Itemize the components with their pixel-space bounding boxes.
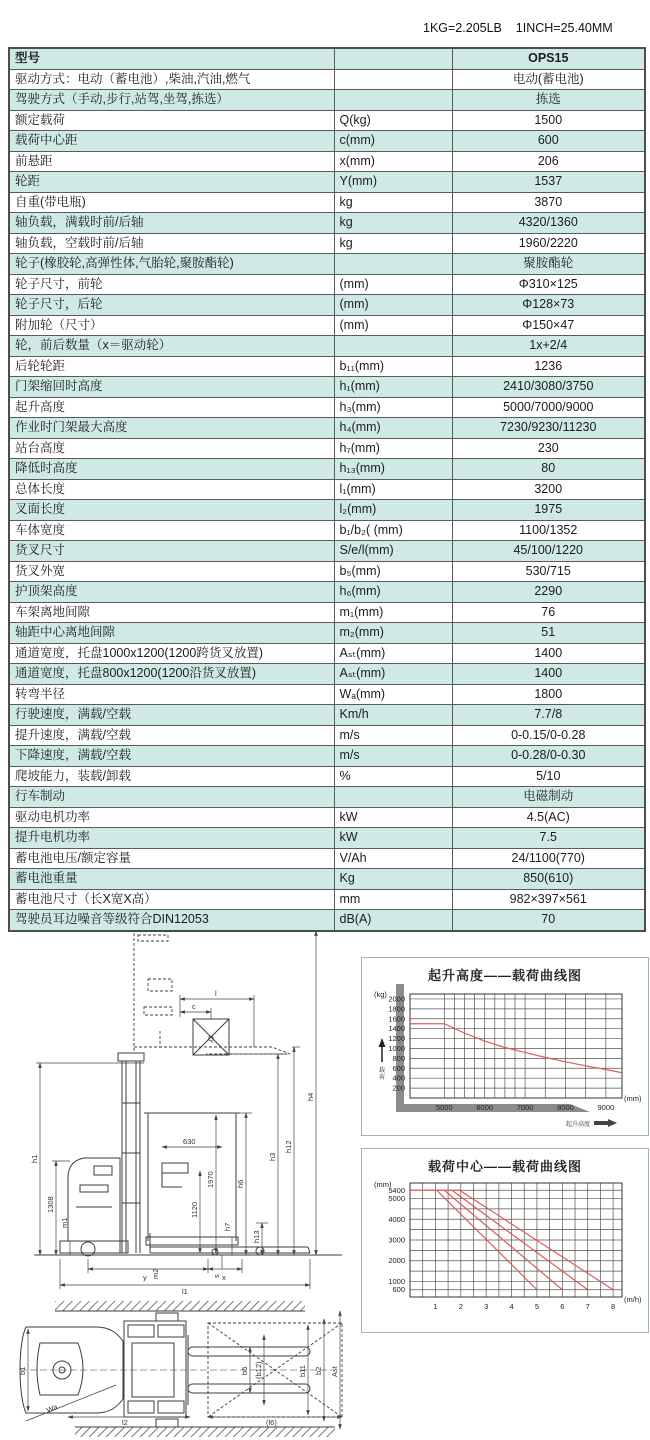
dim-y-label: y [143,1273,147,1282]
dim-h7-label: h7 [223,1222,232,1231]
spec-label: 总体长度 [9,479,334,500]
dimension-lines [36,931,322,1289]
spec-label: 驾驶员耳边噪音等级符合DIN12053 [9,910,334,931]
spec-symbol [334,254,452,275]
svg-text:1400: 1400 [388,1024,405,1034]
spec-value: 70 [452,910,645,931]
model-value: OPS15 [452,48,645,69]
spec-value: 600 [452,131,645,152]
spec-row [9,889,645,910]
spec-value: 1x+2/4 [452,336,645,357]
dim-h3-label: h3 [268,1152,277,1161]
spec-value: 2290 [452,582,645,603]
spec-label: 作业时门架最大高度 [9,418,334,439]
spec-label: 降低时高度 [9,459,334,480]
spec-value: Φ150×47 [452,315,645,336]
spec-row [9,807,645,828]
spec-symbol: Aₛₜ(mm) [334,643,452,664]
svg-text:(mm): (mm) [624,1094,642,1103]
spec-label: 驱动电机功率 [9,807,334,828]
spec-value: 206 [452,151,645,172]
spec-value: 聚胺酯轮 [452,254,645,275]
spec-row [9,110,645,131]
dim-b11-label: b11 [298,1365,307,1377]
spec-row [9,684,645,705]
spec-symbol: (mm) [334,315,452,336]
spec-row [9,254,645,275]
spec-label: 轮子(橡胶轮,高弹性体,气胎轮,聚胺酯轮) [9,254,334,275]
dim-b1-label: b1 [18,1366,27,1375]
spec-row [9,192,645,213]
spec-value: 3870 [452,192,645,213]
spec-label: 通道宽度，托盘1000x1200(1200跨货叉放置) [9,643,334,664]
spec-value: 24/1100(770) [452,848,645,869]
spec-label: 载荷中心距 [9,131,334,152]
spec-value: 1975 [452,500,645,521]
spec-value: Φ128×73 [452,295,645,316]
spec-symbol: kg [334,192,452,213]
spec-value: 0-0.28/0-0.30 [452,746,645,767]
dim-h6-label: h6 [236,1179,245,1188]
spec-row [9,274,645,295]
spec-row [9,69,645,90]
load-center-load-chart [362,1175,646,1331]
spec-symbol [334,69,452,90]
spec-value: 2410/3080/3750 [452,377,645,398]
spec-row [9,172,645,193]
spec-symbol [334,336,452,357]
spec-value: Φ310×125 [452,274,645,295]
spec-value: 0-0.15/0-0.28 [452,725,645,746]
spec-value: 7.7/8 [452,705,645,726]
spec-symbol: (mm) [334,274,452,295]
model-symbol [334,48,452,69]
dim-m1-label: m1 [60,1217,69,1228]
side-view-drawing [10,923,355,1295]
spec-label: 货叉外宽 [9,561,334,582]
spec-symbol: kg [334,233,452,254]
spec-symbol: h₆(mm) [334,582,452,603]
dim-l2-label: l2 [122,1418,128,1427]
spec-row [9,725,645,746]
dim-630-label: 630 [183,1137,196,1146]
svg-text:5400: 5400 [388,1185,405,1195]
dim-1120-label: 1120 [190,1201,199,1218]
spec-row [9,828,645,849]
spec-row [9,397,645,418]
spec-label: 蓄电池重量 [9,869,334,890]
spec-label: 自重(带电瓶) [9,192,334,213]
spec-value: 1236 [452,356,645,377]
spec-symbol: b₁₁(mm) [334,356,452,377]
svg-text:2000: 2000 [388,1256,405,1266]
spec-row [9,541,645,562]
spec-row [9,418,645,439]
spec-symbol: l₂(mm) [334,500,452,521]
spec-label: 轮距 [9,172,334,193]
dim-h12-label: h12 [284,1140,293,1153]
truck-top-body [20,1327,123,1421]
spec-symbol: m/s [334,725,452,746]
chart2-title: 载荷中心——载荷曲线图 [427,1159,582,1174]
spec-value: 530/715 [452,561,645,582]
spec-value: 7.5 [452,828,645,849]
svg-text:5000: 5000 [388,1194,405,1204]
spec-label: 爬坡能力，装载/卸载 [9,766,334,787]
spec-value: 1500 [452,110,645,131]
svg-text:3000: 3000 [388,1235,405,1245]
svg-text:4: 4 [509,1302,514,1311]
spec-symbol: kW [334,828,452,849]
spec-value: 982×397×561 [452,889,645,910]
svg-text:3: 3 [484,1302,489,1311]
lift-height-load-chart [362,984,646,1132]
dim-b2-label: b2 [314,1366,323,1375]
svg-text:载荷: 载荷 [378,1068,386,1081]
spec-label: 起升高度 [9,397,334,418]
svg-text:1000: 1000 [388,1276,405,1286]
spec-symbol: Wₐ(mm) [334,684,452,705]
spec-table [8,47,646,932]
spec-row [9,664,645,685]
spec-row [9,848,645,869]
svg-text:(m/h): (m/h) [624,1295,642,1304]
spec-symbol: h₁₃(mm) [334,459,452,480]
dim-b5-label: b5 [240,1366,249,1375]
svg-text:600: 600 [392,1063,405,1073]
spec-value: 7230/9230/11230 [452,418,645,439]
spec-row [9,459,645,480]
dim-b12-label: (b12) [254,1361,263,1379]
spec-label: 行车制动 [9,787,334,808]
spec-value: 1800 [452,684,645,705]
spec-symbol [334,787,452,808]
svg-text:1000: 1000 [388,1043,405,1053]
spec-symbol: b₅(mm) [334,561,452,582]
spec-label: 轴距中心离地间隙 [9,623,334,644]
svg-text:1600: 1600 [388,1014,405,1024]
spec-symbol: S/e/l(mm) [334,541,452,562]
platform-cage [144,1113,310,1255]
svg-text:6000: 6000 [476,1103,494,1112]
spec-symbol: Km/h [334,705,452,726]
spec-row [9,315,645,336]
spec-symbol: % [334,766,452,787]
spec-value: 51 [452,623,645,644]
spec-symbol [334,90,452,111]
spec-symbol: Aₛₜ(mm) [334,664,452,685]
spec-row [9,746,645,767]
spec-row [9,438,645,459]
spec-row [9,766,645,787]
chart1-title: 起升高度——载荷曲线图 [427,968,582,983]
spec-row [9,705,645,726]
spec-label: 车体宽度 [9,520,334,541]
dim-h4-label: h4 [306,1092,315,1101]
spec-label: 转弯半径 [9,684,334,705]
spec-label: 驱动方式：电动（蓄电池）,柴油,汽油,燃气 [9,69,334,90]
spec-symbol: m₁(mm) [334,602,452,623]
dim-ast-label: Ast [330,1366,339,1377]
spec-label: 轮子尺寸，前轮 [9,274,334,295]
spec-label: 行驶速度，满载/空载 [9,705,334,726]
spec-symbol: h₇(mm) [334,438,452,459]
spec-value: 45/100/1220 [452,541,645,562]
spec-value: 1400 [452,664,645,685]
svg-text:800: 800 [392,1053,405,1063]
spec-row [9,520,645,541]
lift-height-load-chart-box [361,957,649,1136]
spec-symbol: h₃(mm) [334,397,452,418]
spec-row [9,787,645,808]
spec-row [9,151,645,172]
dim-x-label: x [222,1273,226,1282]
svg-text:1200: 1200 [388,1034,405,1044]
spec-label: 护顶架高度 [9,582,334,603]
spec-row [9,643,645,664]
spec-value: 4.5(AC) [452,807,645,828]
svg-text:6: 6 [560,1302,565,1311]
svg-text:(mm): (mm) [374,1180,392,1189]
spec-row [9,479,645,500]
svg-text:7000: 7000 [516,1103,534,1112]
spec-symbol: x(mm) [334,151,452,172]
spec-value: 1960/2220 [452,233,645,254]
spec-label: 驾驶方式（手动,步行,站驾,坐驾,拣选） [9,90,334,111]
spec-table-body [9,69,645,931]
spec-value: 1100/1352 [452,520,645,541]
spec-value: 4320/1360 [452,213,645,234]
spec-symbol: b₁/b₂( (mm) [334,520,452,541]
dim-1970-label: 1970 [206,1171,215,1188]
svg-text:起升高度: 起升高度 [566,1122,591,1128]
svg-text:1: 1 [433,1302,438,1311]
spec-label: 蓄电池电压/额定容量 [9,848,334,869]
spec-label: 轴负载，满载时前/后轴 [9,213,334,234]
dim-l6-label: (l6) [266,1418,277,1427]
unit-conversion-note: 1KG=2.205LB 1INCH=25.40MM [423,21,613,35]
dim-wa-label: Wa [45,1402,59,1415]
spec-value: 拣选 [452,90,645,111]
svg-text:(kg): (kg) [374,990,387,999]
svg-text:8: 8 [611,1302,616,1311]
spec-symbol: dB(A) [334,910,452,931]
spec-row [9,623,645,644]
spec-row [9,377,645,398]
spec-row [9,356,645,377]
spec-value: 80 [452,459,645,480]
dim-1308-label: 1308 [46,1196,55,1213]
dimension-labels [30,1093,315,1295]
spec-label: 下降速度，满载/空载 [9,746,334,767]
spec-label: 轮，前后数量（x＝驱动轮） [9,336,334,357]
dim-h1-label: h1 [30,1154,39,1163]
svg-text:600: 600 [392,1285,405,1295]
model-label: 型号 [9,48,334,69]
spec-label: 货叉尺寸 [9,541,334,562]
spec-row [9,213,645,234]
load-center-load-chart-box [361,1148,649,1333]
svg-text:4000: 4000 [388,1214,405,1224]
spec-label: 额定载荷 [9,110,334,131]
dim-s-label: s [212,1274,221,1278]
spec-label: 后轮轮距 [9,356,334,377]
spec-symbol: h₄(mm) [334,418,452,439]
svg-text:400: 400 [392,1073,405,1083]
spec-row [9,336,645,357]
spec-label: 前悬距 [9,151,334,172]
spec-label: 门架缩回时高度 [9,377,334,398]
spec-label: 轴负载，空载时前/后轴 [9,233,334,254]
spec-label: 通道宽度，托盘800x1200(1200沿货叉放置) [9,664,334,685]
spec-value: 5/10 [452,766,645,787]
spec-value: 850(610) [452,869,645,890]
spec-value: 电磁制动 [452,787,645,808]
svg-text:1800: 1800 [388,1004,405,1014]
spec-symbol: kg [334,213,452,234]
spec-header-row [9,48,645,69]
spec-symbol: c(mm) [334,131,452,152]
svg-text:2: 2 [458,1302,463,1311]
spec-value: 5000/7000/9000 [452,397,645,418]
spec-symbol: m₂(mm) [334,623,452,644]
dim-l1-label: l1 [182,1287,188,1295]
spec-label: 车架离地间隙 [9,602,334,623]
spec-value: 1400 [452,643,645,664]
spec-label: 轮子尺寸，后轮 [9,295,334,316]
spec-row [9,561,645,582]
spec-label: 提升电机功率 [9,828,334,849]
spec-row [9,233,645,254]
spec-symbol: m/s [334,746,452,767]
spec-value: 76 [452,602,645,623]
load-q-label: Q [208,1034,214,1043]
svg-text:8000: 8000 [557,1103,574,1112]
spec-value: 230 [452,438,645,459]
spec-row [9,869,645,890]
svg-text:2000: 2000 [388,994,405,1004]
spec-row [9,295,645,316]
spec-symbol: Kg [334,869,452,890]
dim-m2-label: m2 [151,1268,160,1279]
spec-symbol: Y(mm) [334,172,452,193]
spec-symbol: (mm) [334,295,452,316]
mast [118,1053,144,1253]
spec-label: 蓄电池尺寸（长X宽X高） [9,889,334,910]
dim-h13-label: h13 [252,1230,261,1243]
spec-symbol: l₁(mm) [334,479,452,500]
dim-c-label: c [192,1002,196,1011]
svg-text:5000: 5000 [435,1103,453,1112]
spec-symbol: kW [334,807,452,828]
spec-value: 3200 [452,479,645,500]
spec-row [9,90,645,111]
svg-text:7: 7 [585,1302,590,1311]
spec-value: 1537 [452,172,645,193]
spec-row [9,500,645,521]
spec-value: 电动(蓄电池) [452,69,645,90]
spec-row [9,602,645,623]
spec-row [9,131,645,152]
spec-label: 站台高度 [9,438,334,459]
spec-label: 附加轮（尺寸） [9,315,334,336]
dim-l-label: l [215,989,217,998]
svg-text:9000: 9000 [597,1103,615,1112]
spec-row [9,582,645,603]
spec-label: 叉面长度 [9,500,334,521]
spec-symbol: Q(kg) [334,110,452,131]
spec-label: 提升速度，满载/空载 [9,725,334,746]
top-view-drawing [10,1295,355,1440]
spec-symbol: h₁(mm) [334,377,452,398]
spec-symbol: mm [334,889,452,910]
spec-symbol: V/Ah [334,848,452,869]
svg-text:5: 5 [534,1302,540,1311]
svg-text:200: 200 [392,1083,405,1093]
